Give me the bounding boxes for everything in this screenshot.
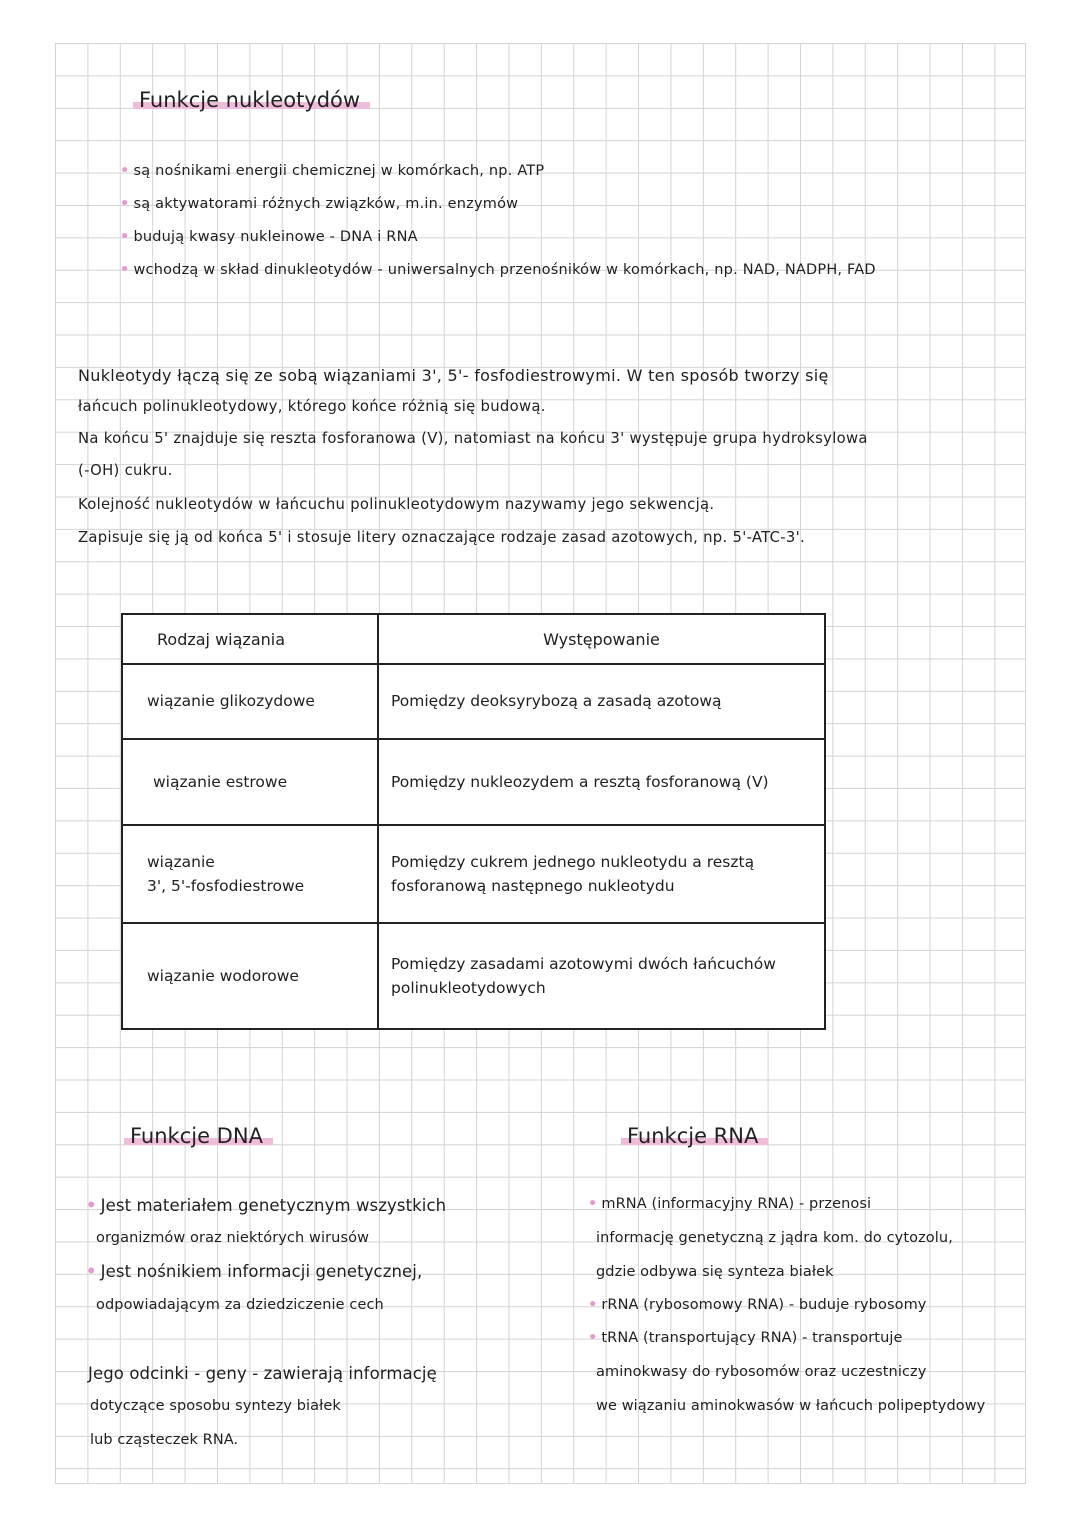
rna-function-line: • mRNA (informacyjny RNA) - przenosi bbox=[588, 1196, 872, 1212]
dna-function-line: • Jest materiałem genetycznym wszystkich bbox=[86, 1196, 447, 1215]
rna-function-line: informację genetyczną z jądra kom. do cytozolu, bbox=[596, 1230, 953, 1246]
rna-functions-heading: Funkcje RNA bbox=[621, 1124, 768, 1148]
table-row bbox=[122, 923, 825, 1029]
dna-function-line: odpowiadającym za dziedziczenie cech bbox=[96, 1297, 384, 1313]
rna-function-line: we wiązaniu aminokwasów w łańcuch polipeptydowy bbox=[596, 1398, 986, 1414]
bullet-dot-icon: • bbox=[120, 229, 130, 245]
nucleotide-function-item: • wchodzą w skład dinukleotydów - uniwersalnych przenośników w komórkach, np. NAD, NADPH, FAD bbox=[120, 262, 876, 278]
bullet-dot-icon: • bbox=[120, 163, 130, 179]
occurrence-cell: Pomiędzy nukleozydem a resztą fosforanową (V) bbox=[378, 739, 825, 825]
bond-name-cell: wiązanie wodorowe bbox=[122, 923, 378, 1029]
nucleotide-function-item: • są nośnikami energii chemicznej w komórkach, np. ATP bbox=[120, 163, 545, 179]
rna-function-line: • tRNA (transportujący RNA) - transportuje bbox=[588, 1330, 903, 1346]
rna-function-line: gdzie odbywa się synteza białek bbox=[596, 1264, 834, 1280]
paragraph-line: Zapisuje się ją od końca 5' i stosuje litery oznaczające rodzaje zasad azotowych, np. 5'-ATC-3'. bbox=[78, 529, 806, 546]
bullet-dot-icon: • bbox=[120, 262, 130, 278]
table-header-bond-type: Rodzaj wiązania bbox=[122, 614, 378, 664]
table-row bbox=[122, 664, 825, 739]
dna-function-line: Jego odcinki - geny - zawierają informację bbox=[88, 1364, 437, 1383]
dna-functions-heading: Funkcje DNA bbox=[124, 1124, 273, 1148]
paragraph-line: (-OH) cukru. bbox=[78, 462, 173, 479]
table-row bbox=[122, 825, 825, 923]
bullet-dot-icon: • bbox=[588, 1196, 598, 1212]
paragraph-line: Na końcu 5' znajduje się reszta fosforanowa (V), natomiast na końcu 3' występuje grupa hydroksylowa bbox=[78, 430, 868, 447]
bullet-dot-icon: • bbox=[86, 1262, 97, 1281]
bullet-dot-icon: • bbox=[86, 1196, 97, 1215]
bond-name-cell: wiązanie 3', 5'-fosfodiestrowe bbox=[122, 825, 378, 923]
dna-function-line: lub cząsteczek RNA. bbox=[90, 1432, 239, 1448]
rna-function-line: aminokwasy do rybosomów oraz uczestniczy bbox=[596, 1364, 927, 1380]
table-row bbox=[122, 739, 825, 825]
table-header-row bbox=[122, 614, 825, 664]
bullet-dot-icon: • bbox=[120, 196, 130, 212]
bond-name-cell: wiązanie glikozydowe bbox=[122, 664, 378, 739]
bullet-dot-icon: • bbox=[588, 1297, 598, 1313]
nucleotide-function-item: • są aktywatorami różnych związków, m.in. enzymów bbox=[120, 196, 519, 212]
occurrence-cell: Pomiędzy cukrem jednego nukleotydu a resztą fosforanową następnego nukleotydu bbox=[378, 825, 825, 923]
table-header-occurrence: Występowanie bbox=[378, 614, 825, 664]
bond-types-table bbox=[121, 613, 826, 1030]
occurrence-cell: Pomiędzy zasadami azotowymi dwóch łańcuchów polinukleotydowych bbox=[378, 923, 825, 1029]
paragraph-line: Nukleotydy łączą się ze sobą wiązaniami 3', 5'- fosfodiestrowymi. W ten sposób tworzy się bbox=[78, 366, 829, 385]
dna-function-line: dotyczące sposobu syntezy białek bbox=[90, 1398, 341, 1414]
occurrence-cell: Pomiędzy deoksyrybozą a zasadą azotową bbox=[378, 664, 825, 739]
paragraph-line: łańcuch polinukleotydowy, którego końce różnią się budową. bbox=[78, 398, 546, 415]
nucleotide-functions-heading: Funkcje nukleotydów bbox=[133, 88, 370, 112]
bond-name-cell: wiązanie estrowe bbox=[122, 739, 378, 825]
bullet-dot-icon: • bbox=[588, 1330, 598, 1346]
dna-function-line: organizmów oraz niektórych wirusów bbox=[96, 1230, 370, 1246]
dna-function-line: • Jest nośnikiem informacji genetycznej, bbox=[86, 1262, 423, 1281]
paragraph-line: Kolejność nukleotydów w łańcuchu polinukleotydowym nazywamy jego sekwencją. bbox=[78, 496, 715, 513]
nucleotide-function-item: • budują kwasy nukleinowe - DNA i RNA bbox=[120, 229, 418, 245]
rna-function-line: • rRNA (rybosomowy RNA) - buduje rybosomy bbox=[588, 1297, 927, 1313]
